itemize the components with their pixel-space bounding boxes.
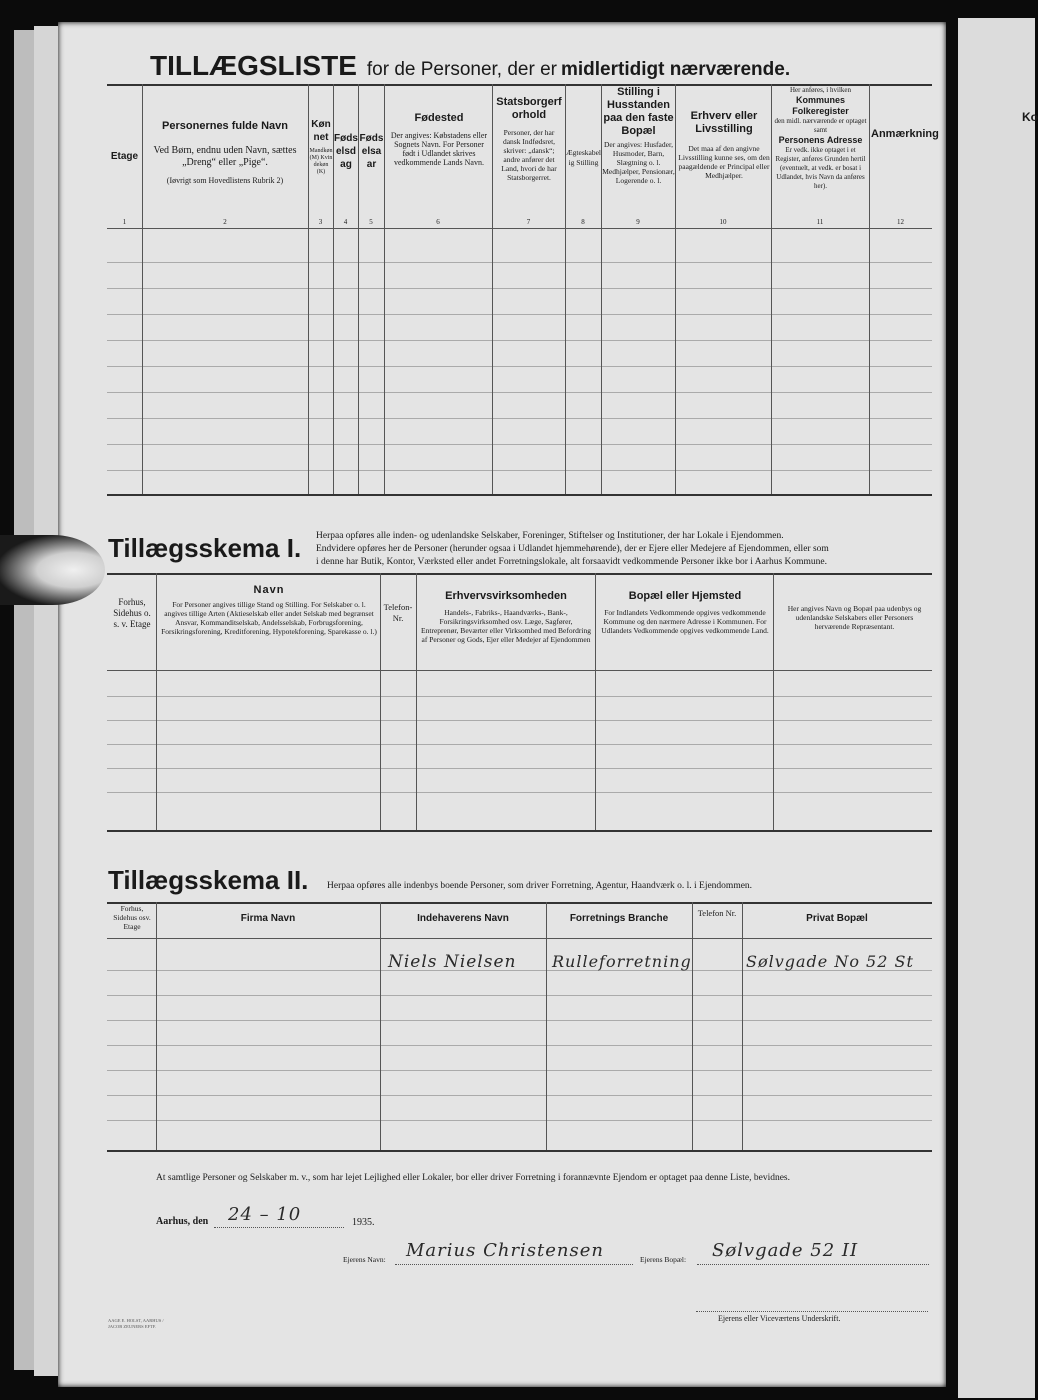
skema1-col-navn-desc: For Personer angives tillige Stand og Stilling. For Selskaber o. l. angives tillige Arten (Aktieselskab eller andet Selskab med begrænset Ansvar, Kommanditselskab, Andelsselskab, Forbrugsforening, Forsikringsforening, Kreditforening, Hypotekforening, Sparekasse o. l.) bbox=[161, 600, 377, 636]
footer-date: 24 – 10 bbox=[228, 1204, 302, 1225]
col-erhverv-title: Erhverv eller Livsstilling bbox=[690, 110, 758, 135]
skema1-intro-line2: Endvidere opføres her de Personer (herunder ogsaa i Udlandet hjemmehørende), der er Ejere eller Medejere af Ejendommen, eller som bbox=[316, 544, 829, 554]
skema2-col-telefon: Telefon Nr. bbox=[697, 908, 737, 918]
skema1-col-erhverv-title: Erhvervsvirksomheden bbox=[445, 590, 567, 602]
address-label: Ejerens Bopæl: bbox=[640, 1255, 687, 1264]
col-folkeregister-desc2: Er vedk. ikke optaget i et Register, anføres Grunden hertil (eventuelt, at vedk. er bosat i Udlandet, hvis Navn da anføres her). bbox=[775, 146, 866, 190]
footer-date-line bbox=[214, 1227, 344, 1228]
skema1-title: Tillægsskema I. bbox=[108, 533, 302, 563]
col-navn-desc: Ved Børn, endnu uden Navn, sættes „Dreng“ eller „Pige“. bbox=[153, 145, 297, 168]
col-konnet-desc: Mandkøn (M) Kvindekøn (K) bbox=[309, 148, 333, 175]
col-num-10: 10 bbox=[719, 218, 727, 226]
col-num-9: 9 bbox=[636, 218, 640, 226]
col-folkeregister-title: Kommunes Folkeregister bbox=[792, 95, 849, 116]
right-page-fragment: Ko bbox=[1022, 110, 1038, 124]
address-line bbox=[697, 1264, 929, 1265]
col-folkeregister-desc: den midl. nærværende er optaget samt bbox=[774, 117, 867, 134]
skema2-col-indehaver: Indehaverens Navn bbox=[417, 913, 509, 924]
skema2-row-bopael: Sølvgade No 52 St bbox=[746, 952, 914, 971]
col-statsborger-title: Statsborgerforhold bbox=[496, 96, 562, 121]
address-value: Sølvgade 52 II bbox=[712, 1240, 859, 1261]
skema2-col-branche: Forretnings Branche bbox=[569, 913, 669, 924]
col-num-11: 11 bbox=[816, 218, 824, 226]
col-fodselsdag: Fødselsdag bbox=[334, 133, 358, 170]
footer-statement: At samtlige Personer og Selskaber m. v., som har lejet Lejlighed eller Lokaler, bor eller driver Forretning i forannævnte Ejendom er optaget paa denne Liste, bevidnes. bbox=[156, 1173, 790, 1183]
skema1-col-bopael-desc: For Indlandets Vedkommende opgives vedkommende Kommune og den nærmere Adresse i Kommunen. For Udlandets Vedkommende opgives vedkommende Land. bbox=[601, 608, 769, 635]
skema1-intro-line3: i denne har Butik, Kontor, Værksted eller andet Forretningslokale, alt forsaavidt vedkommende Personer ikke bor i Aarhus Kommune. bbox=[316, 557, 828, 567]
col-num-4: 4 bbox=[343, 218, 348, 226]
col-konnet-title: Kønnet bbox=[311, 119, 331, 143]
col-statsborger-desc: Personer, der har dansk Indfødsret, skriver: „dansk“; andre anfører det Land, hvori de har Statsborgerret. bbox=[501, 128, 557, 182]
printer-mark: AAGE E. HOLST, AARHUS / JACOB ZEUNERS EFTF. bbox=[108, 1318, 164, 1329]
col-stilling-title: Stilling i Husstanden paa den faste Bopæl bbox=[603, 86, 674, 137]
col-num-8: 8 bbox=[581, 218, 585, 226]
footer-year: 1935. bbox=[352, 1217, 375, 1228]
owner-value: Marius Christensen bbox=[406, 1240, 604, 1261]
col-num-5: 5 bbox=[369, 218, 373, 226]
skema1-col-telefon: Telefon-Nr. bbox=[383, 602, 413, 623]
col-num-6: 6 bbox=[436, 218, 440, 226]
skema1-col-etage: Forhus, Sidehus o. s. v. Etage bbox=[113, 597, 151, 629]
title-rest: for de Personer, der er bbox=[366, 59, 557, 80]
title-main: TILLÆGSLISTE bbox=[150, 50, 357, 81]
col-stilling-desc: Der angives: Husfader, Husmoder, Barn, Slægtning o. l. Medhjælper, Pensionær, Logerende o. l. bbox=[602, 140, 675, 185]
skema2-col-bopael: Privat Bopæl bbox=[806, 913, 868, 924]
skema1-col-repr: Her angives Navn og Bopæl paa udenbys og udenlandske Selskabers eller Personers herværende Repræsentant. bbox=[787, 604, 922, 631]
col-num-3: 3 bbox=[318, 218, 323, 226]
col-folkeregister-pre: Her anføres, i hvilken bbox=[789, 86, 852, 94]
footer-city: Aarhus, den bbox=[156, 1216, 209, 1227]
col-num-7: 7 bbox=[526, 218, 531, 226]
skema1-intro-line1: Herpaa opføres alle inden- og udenlandske Selskaber, Foreninger, Stiftelser og Institutioner, der har Lokale i Ejendommen. bbox=[316, 531, 784, 541]
col-fodselsaar: Fødselsaar bbox=[359, 133, 384, 170]
skema2-col-etage: Forhus, Sidehus osv. Etage bbox=[113, 904, 151, 931]
skema2-row-branche: Rulleforretning bbox=[552, 952, 692, 971]
col-num-12: 12 bbox=[897, 218, 904, 226]
col-etage: Etage bbox=[110, 151, 139, 162]
skema1-col-erhverv-desc: Handels-, Fabriks-, Haandværks-, Bank-, Forsikringsvirksomhed osv. Læge, Sagfører, Entreprenør, Beværter eller Virksomhed med Befordring af Personer og Gods, Ejer eller Medejer af Ejendommen bbox=[421, 608, 591, 644]
col-folkeregister-title2: Personens Adresse bbox=[778, 135, 863, 145]
col-navn-sub: (Iøvrigt som Hovedlistens Rubrik 2) bbox=[166, 176, 284, 185]
signature-label: Ejerens eller Viceværtens Underskrift. bbox=[718, 1314, 841, 1323]
col-navn-title: Personernes fulde Navn bbox=[162, 120, 288, 132]
col-fodested-desc: Der angives: Købstadens eller Sognets Navn. For Personer født i Udlandet skrives vedkommende Lands Navn. bbox=[390, 131, 488, 167]
signature-line bbox=[696, 1311, 928, 1312]
col-erhverv-desc: Det maa af den angivne Livsstilling kunne ses, om den paagældende er Principal eller Medhjælper. bbox=[678, 144, 770, 180]
skema2-intro: Herpaa opføres alle indenbys boende Personer, som driver Forretning, Agentur, Haandværk o. l. i Ejendommen. bbox=[327, 881, 753, 891]
owner-line bbox=[395, 1264, 633, 1265]
col-num-2: 2 bbox=[223, 218, 227, 226]
title-bold: midlertidigt nærværende. bbox=[561, 59, 791, 80]
col-anmaerkning: Anmærkning bbox=[871, 128, 939, 140]
col-num-1: 1 bbox=[122, 218, 127, 226]
skema2-col-firma: Firma Navn bbox=[240, 913, 296, 924]
col-fodested-title: Fødested bbox=[414, 112, 464, 124]
owner-label: Ejerens Navn: bbox=[343, 1255, 386, 1264]
skema2-title: Tillægsskema II. bbox=[108, 865, 309, 895]
skema1-col-bopael-title: Bopæl eller Hjemsted bbox=[628, 590, 742, 602]
col-aegteskab: Ægteskabelig Stilling bbox=[566, 148, 601, 167]
skema1-col-navn-title: Navn bbox=[253, 584, 285, 596]
skema2-row-indehaver: Niels Nielsen bbox=[388, 952, 517, 972]
